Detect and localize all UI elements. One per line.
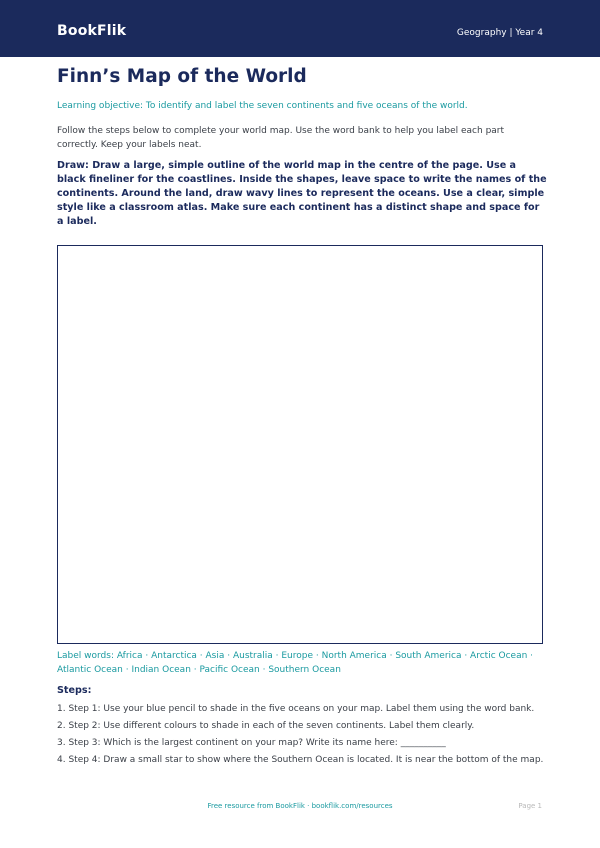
word-bank: Label words: Africa · Antarctica · Asia · Australia · Europe · North America · South America · Arctic Ocean · Atlantic Ocean · Indian Ocean · Pacific Ocean · Southern Ocean: [57, 651, 534, 675]
footer-link[interactable]: Free resource from BookFlik · bookflik.com/resources: [207, 802, 393, 810]
page-title: Finn’s Map of the World: [57, 66, 307, 87]
brand-logo: BookFlik: [57, 23, 127, 39]
step-item: 2. Step 2: Use different colours to shade in each of the seven continents. Label them clearly.: [57, 721, 475, 731]
subject-year-label: Geography | Year 4: [456, 28, 543, 38]
header-bar: [0, 0, 600, 57]
step-item: 3. Step 3: Which is the largest continent on your map? Write its name here: __________: [57, 738, 446, 748]
step-item: 1. Step 1: Use your blue pencil to shade in the five oceans on your map. Label them using the word bank.: [57, 704, 535, 714]
page-number: Page 1: [518, 802, 542, 810]
steps-list: [57, 701, 557, 769]
steps-heading: Steps:: [57, 685, 92, 696]
learning-objective: Learning objective: To identify and label the seven continents and five oceans of the world.: [57, 101, 468, 111]
step-item: 4. Step 4: Draw a small star to show where the Southern Ocean is located. It is near the bottom of the map.: [57, 755, 544, 765]
draw-instruction: Draw: Draw a large, simple outline of the world map in the centre of the page. Use a black fineliner for the coastlines. Inside the shapes, leave space to write the names of the continents. Around the land, draw wavy lines to represent the oceans. Use a clear, simple style like a classroom atlas. Make sure each continent has a distinct shape and space for a label.: [57, 160, 547, 227]
intro-text: Follow the steps below to complete your world map. Use the word bank to help you label each part correctly. Keep your labels neat.: [57, 126, 505, 150]
map-drawing-area[interactable]: [57, 245, 543, 644]
